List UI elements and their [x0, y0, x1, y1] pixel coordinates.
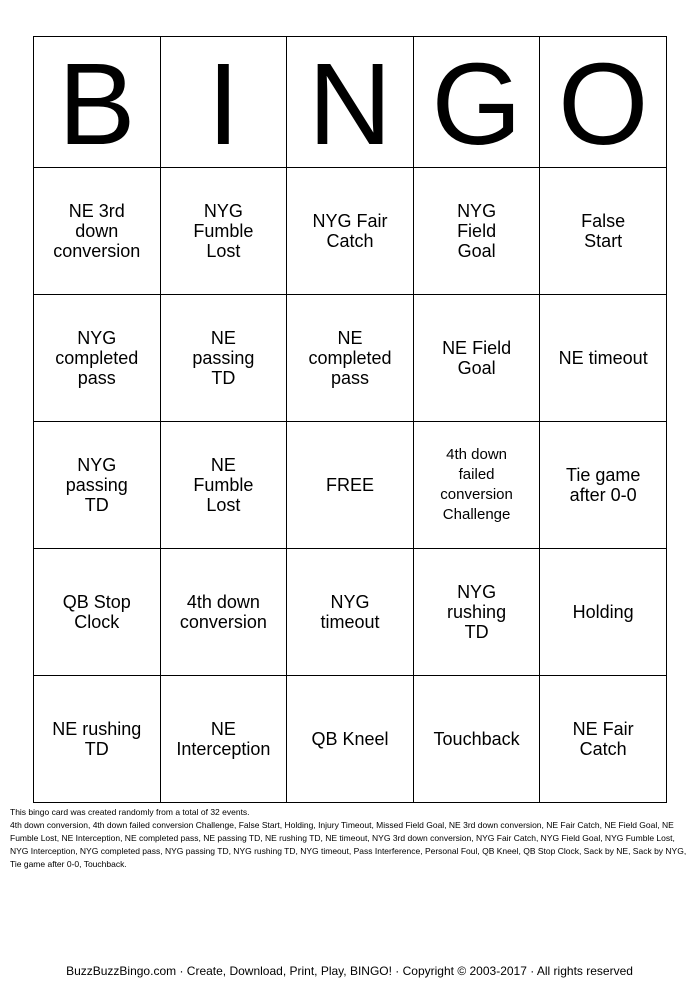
bingo-cell: NE completed pass — [287, 295, 414, 422]
header-letter-g: G — [413, 37, 540, 168]
bingo-cell: NE rushing TD — [34, 676, 161, 803]
header-letter-n: N — [287, 37, 414, 168]
bingo-cell: NE Interception — [160, 676, 287, 803]
header-letter-b: B — [34, 37, 161, 168]
bingo-cell: NYG Field Goal — [413, 168, 540, 295]
bingo-cell: NE Fair Catch — [540, 676, 667, 803]
card-info-intro: This bingo card was created randomly from a total of 32 events. — [10, 807, 250, 817]
card-info-events: 4th down conversion, 4th down failed conversion Challenge, False Start, Holding, Injury Timeout, Missed Field Goal, NE 3rd down conversion, NE Fair Catch, NE Field Goal, NE Fumble Lost, NE Interception, NE completed pass, NE passing TD, NE rushing TD, NE timeout, NYG 3rd down conversion, NYG Fair Catch, NYG Field Goal, NYG Fumble Lost, NYG Interception, NYG completed pass, NYG passing TD, NYG rushing TD, NYG timeout, Pass Interference, Personal Foul, QB Kneel, QB Stop Clock, Sack by NE, Sack by NYG, Tie game after 0-0, Touchback. — [10, 820, 687, 869]
header-row — [34, 37, 667, 168]
bingo-cell: Tie game after 0-0 — [540, 422, 667, 549]
bingo-cell: NE Fumble Lost — [160, 422, 287, 549]
bingo-cell: NYG Fair Catch — [287, 168, 414, 295]
header-letter-o: O — [540, 37, 667, 168]
card-info — [10, 806, 690, 871]
bingo-cell: QB Kneel — [287, 676, 414, 803]
bingo-row-2 — [34, 295, 667, 422]
bingo-cell: QB Stop Clock — [34, 549, 161, 676]
bingo-cell: NYG timeout — [287, 549, 414, 676]
bingo-cell: 4th down conversion — [160, 549, 287, 676]
free-cell: FREE — [287, 422, 414, 549]
bingo-cell: NYG Fumble Lost — [160, 168, 287, 295]
bingo-cell: NE timeout — [540, 295, 667, 422]
bingo-cell: NYG passing TD — [34, 422, 161, 549]
bingo-row-1 — [34, 168, 667, 295]
bingo-cell: Holding — [540, 549, 667, 676]
bingo-cell: NE Field Goal — [413, 295, 540, 422]
bingo-row-3 — [34, 422, 667, 549]
bingo-cell: NYG completed pass — [34, 295, 161, 422]
bingo-cell: False Start — [540, 168, 667, 295]
bingo-cell: NE passing TD — [160, 295, 287, 422]
bingo-cell: Touchback — [413, 676, 540, 803]
bingo-cell: 4th down failed conversion Challenge — [413, 422, 540, 549]
bingo-cell: NE 3rd down conversion — [34, 168, 161, 295]
bingo-row-4 — [34, 549, 667, 676]
bingo-card — [33, 36, 667, 803]
header-letter-i: I — [160, 37, 287, 168]
page-footer: BuzzBuzzBingo.com · Create, Download, Print, Play, BINGO! · Copyright © 2003-2017 · All rights reserved — [66, 964, 633, 978]
bingo-cell: NYG rushing TD — [413, 549, 540, 676]
bingo-row-5 — [34, 676, 667, 803]
